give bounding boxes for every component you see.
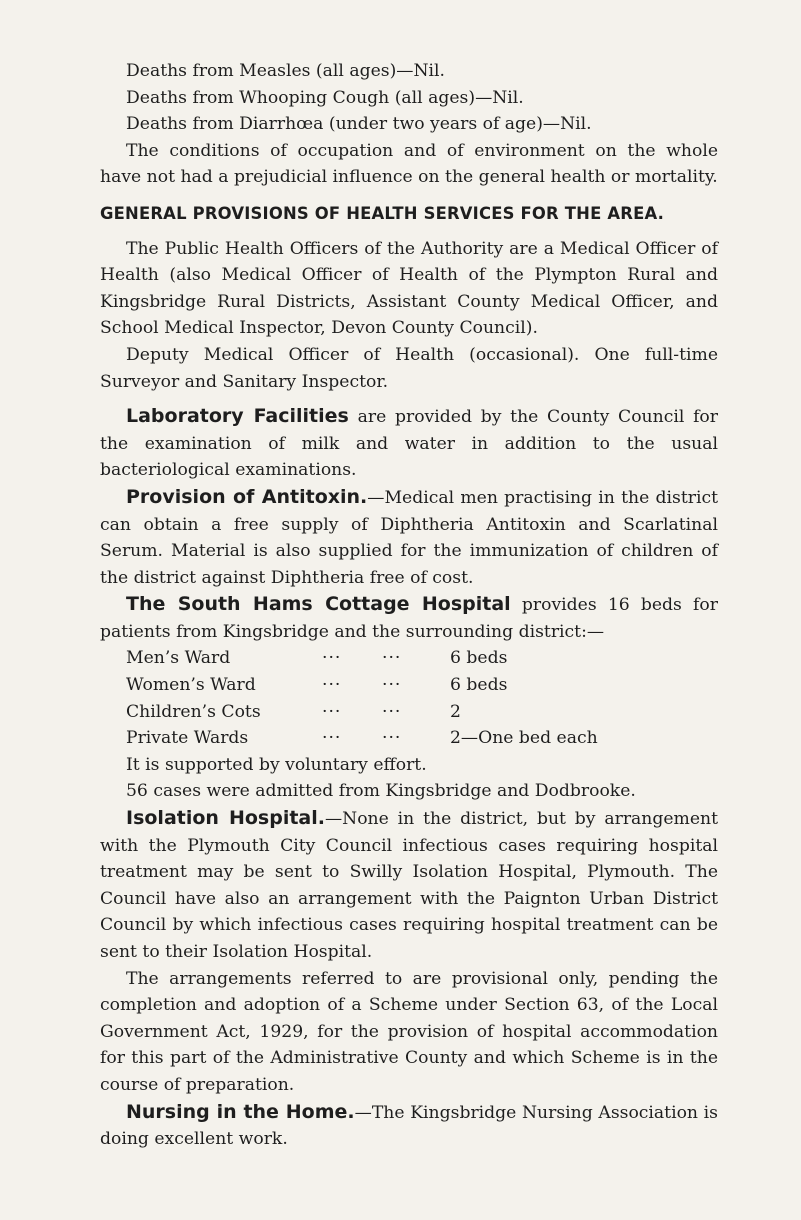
leader-dots: ··· bbox=[322, 728, 342, 749]
section-heading: GENERAL PROVISIONS OF HEALTH SERVICES FOR THE AREA. bbox=[100, 203, 665, 223]
isolation-paragraph bbox=[100, 805, 718, 966]
ward-beds: 6 beds bbox=[450, 648, 508, 669]
supported-paragraph: It is supported by voluntary effort. bbox=[126, 754, 427, 775]
nursing-heading: Nursing in the Home. bbox=[126, 1100, 355, 1123]
isolation-text: —None in the district, but by arrangement with the Plymouth City Council infectious cases requiring hospital treatment may be sent to Swilly Isolation Hospital, Plymouth. The Council have also an arrangement with the Paignton Urban District Council by which infectious cases requiring hospital treatment can be sent to their Isolation Hospital. bbox=[100, 809, 718, 962]
ward-beds: 2—One bed each bbox=[450, 728, 598, 749]
antitoxin-text: —Medical men practising in the district can obtain a free supply of Diphtheria Antitoxin and Scarlatinal Serum. Material is also supplied for the immunization of children of the district against Diphtheria free of cost. bbox=[100, 487, 718, 588]
nursing-paragraph bbox=[100, 1099, 718, 1153]
table-row bbox=[126, 672, 598, 699]
diarrhoea-deaths: Deaths from Diarrhœa (under two years of age)—Nil. bbox=[126, 114, 592, 135]
cottage-hospital-paragraph bbox=[100, 591, 718, 645]
isolation-heading: Isolation Hospital. bbox=[126, 807, 325, 830]
ward-name: Children’s Cots bbox=[126, 701, 261, 722]
table-row bbox=[126, 725, 598, 752]
measles-deaths: Deaths from Measles (all ages)—Nil. bbox=[126, 61, 445, 81]
antitoxin-heading: Provision of Antitoxin. bbox=[126, 485, 368, 508]
leader-dots: ··· bbox=[322, 701, 342, 722]
ward-beds: 6 beds bbox=[450, 675, 508, 696]
laboratory-heading: Laboratory Facilities bbox=[126, 405, 349, 428]
ward-name: Women’s Ward bbox=[126, 675, 256, 696]
laboratory-paragraph bbox=[100, 403, 718, 484]
arrangements-paragraph: The arrangements referred to are provisional only, pending the completion and adoption of a Scheme under Section 63, of the Local Government Act, 1929, for the provision of hospital accommodation for this part of the Administrative County and which Scheme is in the course of preparation. bbox=[100, 968, 718, 1095]
leader-dots: ··· bbox=[382, 675, 402, 696]
document-body bbox=[100, 58, 718, 1153]
table-row bbox=[126, 645, 598, 672]
wards-table bbox=[126, 645, 598, 751]
leader-dots: ··· bbox=[322, 675, 342, 696]
cottage-hospital-text: provides 16 beds for patients from Kingsbridge and the surrounding district:— bbox=[100, 595, 718, 642]
leader-dots: ··· bbox=[382, 648, 402, 669]
ward-name: Men’s Ward bbox=[126, 648, 231, 669]
ward-name: Private Wards bbox=[126, 728, 249, 749]
whooping-cough-deaths: Deaths from Whooping Cough (all ages)—Nil. bbox=[126, 87, 524, 108]
admitted-paragraph: 56 cases were admitted from Kingsbridge and Dodbrooke. bbox=[126, 781, 636, 802]
conditions-paragraph: The conditions of occupation and of environment on the whole have not had a prejudicial influence on the general health or mortality. bbox=[100, 140, 718, 188]
deputy-officer-paragraph: Deputy Medical Officer of Health (occasional). One full-time Surveyor and Sanitary Inspector. bbox=[100, 344, 718, 392]
leader-dots: ··· bbox=[382, 728, 402, 749]
leader-dots: ··· bbox=[382, 701, 402, 722]
antitoxin-paragraph bbox=[100, 484, 718, 591]
laboratory-text: are provided by the County Council for the examination of milk and water in addition to the usual bacteriological examinations. bbox=[100, 407, 718, 481]
ward-beds: 2 bbox=[450, 701, 461, 722]
public-health-officers-paragraph: The Public Health Officers of the Authority are a Medical Officer of Health (also Medical Officer of Health of the Plympton Rural and Kingsbridge Rural Districts, Assistant County Medical Officer, and School Medical Inspector, Devon County Council). bbox=[100, 238, 718, 339]
nursing-text: —The Kingsbridge Nursing Association is doing excellent work. bbox=[100, 1102, 718, 1150]
cottage-hospital-heading: The South Hams Cottage Hospital bbox=[126, 593, 511, 616]
leader-dots: ··· bbox=[322, 648, 342, 669]
table-row bbox=[126, 699, 598, 726]
